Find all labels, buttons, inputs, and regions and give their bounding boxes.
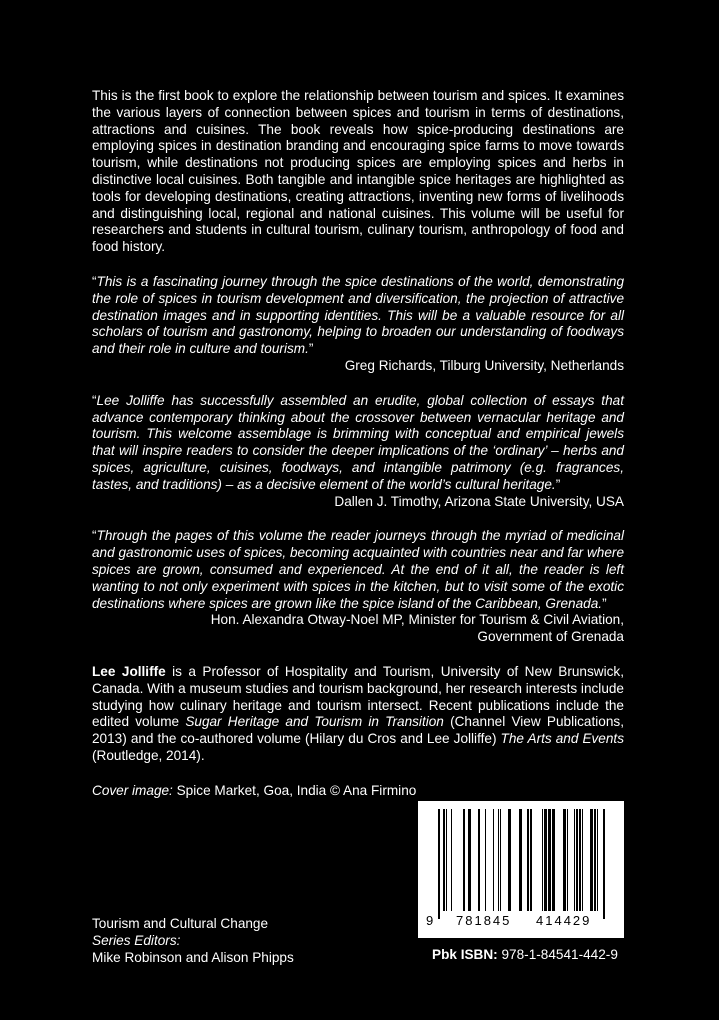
- barcode-bar: [443, 809, 445, 911]
- bio-text: (Routledge, 2014).: [92, 747, 205, 763]
- author-bio: [92, 664, 624, 765]
- quote-close: ”: [308, 341, 314, 357]
- isbn-barcode: [418, 801, 624, 938]
- book-description: This is the first book to explore the relationship between tourism and spices. It examines the various layers of connection between spices and tourism in terms of destinations, attractions and cuisines. The book reveals how spice-producing destinations are employing spices in destination branding and encouraging spice farms to move towards tourism, while destinations not producing spices are employing spices and herbs in distinctive local cuisines. Both tangible and intangible spice heritages are highlighted as tools for developing destinations, creating attractions, inventing new forms of livelihoods and distinguishing local, regional and national cuisines. This volume will be useful for researchers and students in cultural tourism, culinary tourism, anthropology of food and food history.: [92, 88, 624, 255]
- barcode-bar: [493, 809, 494, 911]
- endorsement-text: Through the pages of this volume the reader journeys through the myriad of medicinal and gastronomic uses of spices, becoming acquainted with countries near and far where spices are grown, consumed and experienced. At the end of it all, the reader is left wanting to not only experiment with spices in the kitchen, but to visit some of the exotic destinations where spices are grown like the spice island of the Caribbean, Grenada.: [92, 528, 624, 611]
- barcode-bar: [530, 809, 532, 911]
- barcode-left-group: 781845: [456, 913, 512, 928]
- publication-title: Sugar Heritage and Tourism in Transition: [185, 714, 444, 730]
- cover-credit-label: Cover image:: [92, 782, 173, 798]
- cover-credit: [92, 783, 624, 800]
- barcode-bar: [597, 809, 598, 911]
- barcode-bar: [579, 809, 581, 911]
- cover-credit-text: Spice Market, Goa, India © Ana Firmino: [172, 782, 417, 798]
- quote-close: ”: [602, 595, 607, 611]
- barcode-bar: [582, 809, 583, 911]
- barcode-bar: [574, 809, 575, 911]
- quote-open: “: [92, 273, 97, 289]
- barcode-bar: [548, 809, 551, 911]
- series-info: [92, 916, 294, 966]
- barcode-bar: [594, 809, 596, 911]
- barcode-right-group: 414429: [536, 913, 592, 928]
- barcode-bars: [418, 801, 624, 938]
- endorsement-attribution: Hon. Alexandra Otway-Noel MP, Minister for Tourism & Civil Aviation,: [210, 612, 624, 628]
- barcode-bar: [576, 809, 578, 911]
- barcode-bar: [563, 809, 566, 911]
- endorsement-2: [92, 393, 624, 511]
- series-editors-label: Series Editors:: [92, 932, 181, 948]
- endorsement-text: Lee Jolliffe has successfully assembled an erudite, global collection of essays that advance contemporary thinking about the crossover between vernacular heritage and tourism. This welcome assemblage is brimming with conceptual and empirical jewels that will inspire readers to consider the deeper implications of the ‘ordinary’ – herbs and spices, agriculture, cuisines, foodways, and intangible patrimony (e.g. fragrances, tastes, and traditions) – as a decisive element of the world’s cultural heritage.: [92, 392, 624, 492]
- endorsement-1: [92, 274, 624, 375]
- barcode-bar: [552, 809, 555, 911]
- endorsement-3: [92, 528, 624, 646]
- barcode-bar: [498, 809, 499, 911]
- isbn-label: Pbk ISBN:: [432, 947, 498, 962]
- endorsement-text: This is a fascinating journey through the spice destinations of the world, demonstrating the role of spices in tourism development and diversification, the projection of attractive destination images and in supporting identities. This will be a valuable resource for all scholars of tourism and gastronomy, helping to broaden our understanding of foodways and their role in culture and tourism.: [92, 273, 624, 357]
- series-editors: Mike Robinson and Alison Phipps: [92, 949, 294, 965]
- barcode-bar: [485, 809, 486, 911]
- quote-open: “: [92, 528, 97, 544]
- barcode-bar: [544, 809, 547, 911]
- barcode-bar: [451, 809, 452, 911]
- endorsement-attribution: Dallen J. Timothy, Arizona State University, USA: [334, 493, 624, 509]
- endorsement-attribution: Greg Richards, Tilburg University, Netherlands: [344, 357, 624, 373]
- barcode-bar: [527, 809, 529, 911]
- barcode-bar: [542, 809, 543, 911]
- isbn-value: 978-1-84541-442-9: [497, 947, 618, 962]
- barcode-bar: [438, 809, 440, 919]
- barcode-bar: [500, 809, 501, 911]
- barcode-bar: [463, 809, 465, 911]
- endorsement-attribution-line2: Government of Grenada: [477, 629, 624, 645]
- barcode-bar: [478, 809, 480, 911]
- barcode-first-digit: 9: [426, 913, 434, 928]
- barcode-bar: [590, 809, 593, 911]
- barcode-bar: [519, 809, 522, 911]
- bio-text: is a Professor of Hospitality and Tourism, University of New Brunswick, Canada. With a museum studies and tourism background, her research interests include studying how culinary heritage and tourism intersect. Recent publications include the edited volume: [92, 663, 624, 730]
- barcode-bar: [567, 809, 568, 911]
- series-name: Tourism and Cultural Change: [92, 916, 269, 931]
- barcode-bar: [603, 809, 605, 919]
- barcode-bar: [446, 809, 447, 911]
- barcode-bar: [508, 809, 511, 911]
- quote-close: ”: [555, 476, 561, 492]
- quote-open: “: [92, 392, 97, 408]
- bio-text: (Channel View Publications, 2013) and the co-authored volume (Hilary du Cros and Lee Jolliffe): [92, 714, 624, 747]
- barcode-bar: [468, 809, 471, 911]
- author-name: Lee Jolliffe: [92, 663, 166, 679]
- back-cover-text: [92, 88, 624, 799]
- isbn-info: [432, 947, 618, 962]
- publication-title: The Arts and Events: [500, 731, 625, 747]
